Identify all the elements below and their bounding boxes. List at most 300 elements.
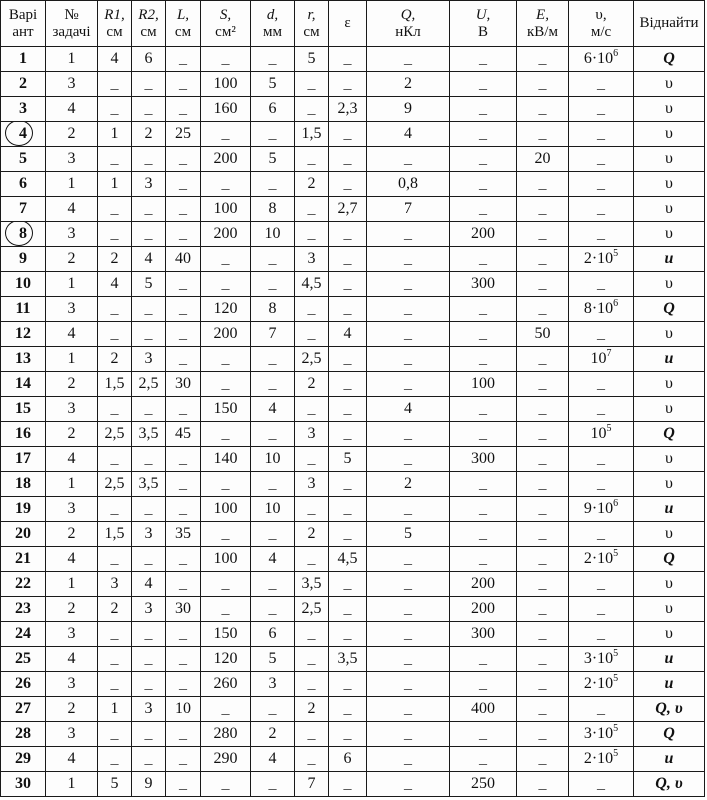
cell-velocity: _ [569, 197, 634, 222]
cell-s: 150 [201, 397, 251, 422]
cell-r1: _ [98, 447, 132, 472]
cell-u: _ [450, 472, 517, 497]
cell-epsilon: _ [329, 722, 367, 747]
header-u-label: U, [475, 6, 491, 23]
cell-d: _ [251, 422, 295, 447]
cell-l: 25 [166, 122, 201, 147]
cell-variant: 11 [1, 297, 46, 322]
cell-velocity: $3\cdot 10^5$ [569, 722, 634, 747]
header-r [295, 1, 329, 47]
cell-s: 200 [201, 322, 251, 347]
cell-s: 260 [201, 672, 251, 697]
cell-variant: 6 [1, 172, 46, 197]
table-body [1, 47, 705, 797]
cell-r1: _ [98, 222, 132, 247]
cell-variant: 3 [1, 97, 46, 122]
cell-d: 3 [251, 672, 295, 697]
cell-s: _ [201, 172, 251, 197]
cell-r1: 2,5 [98, 422, 132, 447]
cell-r2: _ [132, 747, 166, 772]
header-r2 [132, 1, 166, 47]
header-r2-unit: см [140, 23, 157, 40]
cell-q: _ [367, 647, 450, 672]
cell-e: _ [517, 522, 569, 547]
cell-task-number: 3 [46, 222, 98, 247]
table-row [1, 172, 705, 197]
cell-r2: 3,5 [132, 472, 166, 497]
table-row [1, 472, 705, 497]
cell-epsilon: _ [329, 672, 367, 697]
cell-l: _ [166, 222, 201, 247]
cell-epsilon: _ [329, 572, 367, 597]
header-r1 [98, 1, 132, 47]
cell-q: _ [367, 697, 450, 722]
cell-e: _ [517, 122, 569, 147]
cell-epsilon: _ [329, 622, 367, 647]
cell-r2: _ [132, 222, 166, 247]
exponent: 5 [613, 547, 619, 559]
cell-velocity: _ [569, 472, 634, 497]
cell-e: _ [517, 72, 569, 97]
cell-l: _ [166, 172, 201, 197]
cell-q: _ [367, 497, 450, 522]
cell-task-number: 4 [46, 647, 98, 672]
cell-r2: 4 [132, 247, 166, 272]
cell-u: _ [450, 322, 517, 347]
cell-d: 5 [251, 647, 295, 672]
cell-r: 2 [295, 522, 329, 547]
cell-q: _ [367, 247, 450, 272]
cell-l: 40 [166, 247, 201, 272]
cell-e: _ [517, 247, 569, 272]
header-variant [1, 1, 46, 47]
cell-task-number: 4 [46, 547, 98, 572]
cell-s: 100 [201, 547, 251, 572]
header-r1-unit: см [106, 23, 123, 40]
cell-l: 30 [166, 597, 201, 622]
cell-epsilon: 2,7 [329, 197, 367, 222]
cell-r2: _ [132, 547, 166, 572]
cell-find: Q [634, 47, 705, 72]
cell-r: 2,5 [295, 347, 329, 372]
table-row [1, 547, 705, 572]
cell-q: _ [367, 547, 450, 572]
table-row [1, 97, 705, 122]
cell-velocity: _ [569, 622, 634, 647]
cell-r2: _ [132, 197, 166, 222]
cell-velocity: $10^5$ [569, 422, 634, 447]
table-row [1, 47, 705, 72]
cell-d: _ [251, 572, 295, 597]
cell-e: _ [517, 747, 569, 772]
cell-epsilon: _ [329, 597, 367, 622]
cell-r: _ [295, 297, 329, 322]
cell-velocity: _ [569, 147, 634, 172]
cell-l: _ [166, 322, 201, 347]
cell-find: υ [634, 72, 705, 97]
cell-find: u [634, 347, 705, 372]
cell-task-number: 3 [46, 622, 98, 647]
cell-r2: _ [132, 297, 166, 322]
cell-r: 4,5 [295, 272, 329, 297]
exponent: 6 [613, 497, 619, 509]
cell-l: _ [166, 72, 201, 97]
cell-find: u [634, 672, 705, 697]
cell-r: 1,5 [295, 122, 329, 147]
cell-r1: _ [98, 197, 132, 222]
cell-q: _ [367, 672, 450, 697]
cell-variant: 1 [1, 47, 46, 72]
cell-l: 45 [166, 422, 201, 447]
cell-d: 2 [251, 722, 295, 747]
cell-variant: 13 [1, 347, 46, 372]
header-r1-label: R1, [104, 6, 125, 23]
cell-s: _ [201, 347, 251, 372]
cell-r1: 4 [98, 47, 132, 72]
cell-r2: 3 [132, 522, 166, 547]
table-row [1, 747, 705, 772]
cell-e: _ [517, 272, 569, 297]
cell-r: _ [295, 497, 329, 522]
cell-r: _ [295, 97, 329, 122]
cell-velocity: $3\cdot 10^5$ [569, 647, 634, 672]
cell-find: u [634, 497, 705, 522]
cell-e: _ [517, 547, 569, 572]
cell-variant: 26 [1, 672, 46, 697]
cell-e: 50 [517, 322, 569, 347]
cell-l: _ [166, 347, 201, 372]
cell-l: _ [166, 272, 201, 297]
cell-variant: 7 [1, 197, 46, 222]
cell-find: υ [634, 522, 705, 547]
cell-r1: 2 [98, 247, 132, 272]
cell-variant: 10 [1, 272, 46, 297]
cell-d: 4 [251, 547, 295, 572]
cell-q: 4 [367, 122, 450, 147]
cell-q: _ [367, 372, 450, 397]
cell-epsilon: 6 [329, 747, 367, 772]
exponent: 7 [606, 347, 612, 359]
cell-epsilon: _ [329, 372, 367, 397]
cell-e: _ [517, 172, 569, 197]
cell-r2: 3 [132, 347, 166, 372]
header-epsilon-label: ε [344, 15, 351, 31]
cell-task-number: 2 [46, 122, 98, 147]
header-e-unit: кВ/м [527, 23, 558, 40]
cell-r: 2 [295, 697, 329, 722]
cell-l: _ [166, 722, 201, 747]
header-e [517, 1, 569, 47]
cell-find: u [634, 247, 705, 272]
cell-r: _ [295, 197, 329, 222]
cell-r: 2 [295, 172, 329, 197]
exponent: 5 [613, 722, 619, 734]
cell-u: _ [450, 122, 517, 147]
table-row [1, 422, 705, 447]
cell-l: _ [166, 747, 201, 772]
cell-l: 35 [166, 522, 201, 547]
cell-task-number: 2 [46, 372, 98, 397]
cell-r2: 9 [132, 772, 166, 797]
cell-r1: _ [98, 322, 132, 347]
cell-velocity: $2\cdot 10^5$ [569, 747, 634, 772]
cell-variant: 18 [1, 472, 46, 497]
table-row [1, 247, 705, 272]
header-s [201, 1, 251, 47]
cell-epsilon: _ [329, 472, 367, 497]
cell-epsilon: _ [329, 247, 367, 272]
cell-task-number: 4 [46, 747, 98, 772]
header-r2-label: R2, [138, 6, 159, 23]
cell-q: 2 [367, 72, 450, 97]
cell-task-number: 4 [46, 97, 98, 122]
cell-find: υ [634, 447, 705, 472]
cell-l: _ [166, 197, 201, 222]
cell-velocity: $10^7$ [569, 347, 634, 372]
cell-r: _ [295, 447, 329, 472]
cell-find: υ [634, 322, 705, 347]
cell-s: 200 [201, 147, 251, 172]
cell-find: υ [634, 122, 705, 147]
cell-task-number: 1 [46, 572, 98, 597]
cell-variant: 30 [1, 772, 46, 797]
cell-r2: _ [132, 72, 166, 97]
cell-r: 2 [295, 372, 329, 397]
cell-velocity: _ [569, 72, 634, 97]
cell-r: _ [295, 747, 329, 772]
exponent: 6 [613, 297, 619, 309]
table-header [1, 1, 705, 47]
cell-epsilon: _ [329, 397, 367, 422]
cell-e: _ [517, 197, 569, 222]
cell-r1: _ [98, 297, 132, 322]
cell-r1: 1,5 [98, 522, 132, 547]
cell-l: _ [166, 472, 201, 497]
cell-variant: 22 [1, 572, 46, 597]
cell-r: _ [295, 222, 329, 247]
cell-u: _ [450, 247, 517, 272]
cell-r2: 6 [132, 47, 166, 72]
cell-variant: 20 [1, 522, 46, 547]
cell-q: _ [367, 272, 450, 297]
cell-s: 160 [201, 97, 251, 122]
cell-s: 100 [201, 197, 251, 222]
cell-find: Q [634, 422, 705, 447]
cell-l: _ [166, 772, 201, 797]
table-row [1, 772, 705, 797]
header-task-number-label: № [64, 6, 79, 23]
cell-e: 20 [517, 147, 569, 172]
cell-d: _ [251, 522, 295, 547]
cell-s: 120 [201, 297, 251, 322]
cell-q: _ [367, 47, 450, 72]
cell-epsilon: _ [329, 297, 367, 322]
cell-s: _ [201, 47, 251, 72]
header-s-unit: см² [215, 23, 236, 40]
exponent: 5 [613, 672, 619, 684]
cell-r: 7 [295, 772, 329, 797]
cell-q: _ [367, 722, 450, 747]
cell-r: _ [295, 722, 329, 747]
cell-r2: _ [132, 722, 166, 747]
cell-u: _ [450, 147, 517, 172]
cell-e: _ [517, 772, 569, 797]
exponent: 5 [613, 747, 619, 759]
cell-task-number: 1 [46, 472, 98, 497]
cell-u: _ [450, 647, 517, 672]
cell-velocity: _ [569, 272, 634, 297]
cell-u: _ [450, 172, 517, 197]
header-q-label: Q, [400, 6, 416, 23]
cell-r: _ [295, 547, 329, 572]
table-row [1, 672, 705, 697]
table-row [1, 297, 705, 322]
cell-u: 400 [450, 697, 517, 722]
cell-task-number: 3 [46, 722, 98, 747]
cell-e: _ [517, 597, 569, 622]
cell-find: υ [634, 147, 705, 172]
cell-l: _ [166, 147, 201, 172]
table-row [1, 397, 705, 422]
table-row [1, 122, 705, 147]
header-e-label: E, [536, 6, 549, 23]
cell-r: 3 [295, 422, 329, 447]
cell-find: υ [634, 597, 705, 622]
cell-r2: 3 [132, 597, 166, 622]
cell-epsilon: 5 [329, 447, 367, 472]
header-d-unit: мм [263, 23, 282, 40]
exponent: 6 [613, 47, 619, 59]
table-row [1, 222, 705, 247]
cell-l: _ [166, 572, 201, 597]
cell-l: _ [166, 672, 201, 697]
cell-d: 8 [251, 197, 295, 222]
cell-variant: 9 [1, 247, 46, 272]
table-row [1, 347, 705, 372]
table-row [1, 72, 705, 97]
cell-find: υ [634, 197, 705, 222]
cell-d: _ [251, 122, 295, 147]
cell-s: _ [201, 697, 251, 722]
cell-l: _ [166, 622, 201, 647]
cell-u: 200 [450, 572, 517, 597]
table-row [1, 497, 705, 522]
cell-u: _ [450, 422, 517, 447]
cell-variant: 14 [1, 372, 46, 397]
cell-r1: 2 [98, 597, 132, 622]
cell-e: _ [517, 672, 569, 697]
cell-d: _ [251, 472, 295, 497]
cell-e: _ [517, 47, 569, 72]
cell-u: _ [450, 522, 517, 547]
cell-r1: _ [98, 97, 132, 122]
table-row [1, 197, 705, 222]
cell-velocity: $8\cdot 10^6$ [569, 297, 634, 322]
cell-d: _ [251, 772, 295, 797]
cell-u: _ [450, 97, 517, 122]
cell-q: 7 [367, 197, 450, 222]
cell-find: υ [634, 622, 705, 647]
cell-task-number: 4 [46, 197, 98, 222]
cell-e: _ [517, 472, 569, 497]
cell-r1: 1 [98, 172, 132, 197]
cell-r1: 4 [98, 272, 132, 297]
cell-s: 280 [201, 722, 251, 747]
cell-velocity: _ [569, 372, 634, 397]
cell-find: υ [634, 372, 705, 397]
cell-q: 5 [367, 522, 450, 547]
cell-epsilon: 3,5 [329, 647, 367, 672]
cell-r: 3,5 [295, 572, 329, 597]
cell-l: _ [166, 297, 201, 322]
cell-d: _ [251, 247, 295, 272]
cell-task-number: 2 [46, 597, 98, 622]
cell-e: _ [517, 697, 569, 722]
cell-q: _ [367, 222, 450, 247]
cell-r1: _ [98, 622, 132, 647]
cell-s: _ [201, 522, 251, 547]
cell-u: _ [450, 347, 517, 372]
cell-q: 0,8 [367, 172, 450, 197]
cell-s: _ [201, 272, 251, 297]
cell-r1: 2,5 [98, 472, 132, 497]
cell-variant: 16 [1, 422, 46, 447]
cell-task-number: 2 [46, 522, 98, 547]
header-s-label: S, [219, 6, 232, 23]
table-row [1, 322, 705, 347]
cell-find: υ [634, 272, 705, 297]
cell-d: 7 [251, 322, 295, 347]
cell-q: _ [367, 147, 450, 172]
cell-e: _ [517, 722, 569, 747]
cell-r: _ [295, 647, 329, 672]
cell-find: υ [634, 472, 705, 497]
cell-velocity: _ [569, 597, 634, 622]
header-l-unit: см [174, 23, 192, 40]
cell-velocity: $2\cdot 10^5$ [569, 247, 634, 272]
cell-r2: _ [132, 647, 166, 672]
cell-variant: 28 [1, 722, 46, 747]
cell-velocity: $6\cdot 10^6$ [569, 47, 634, 72]
cell-velocity: _ [569, 397, 634, 422]
cell-task-number: 3 [46, 672, 98, 697]
table-row [1, 447, 705, 472]
cell-s: _ [201, 372, 251, 397]
cell-e: _ [517, 422, 569, 447]
cell-u: _ [450, 297, 517, 322]
cell-d: _ [251, 597, 295, 622]
header-task-number-unit: задачі [52, 23, 91, 40]
cell-r2: 5 [132, 272, 166, 297]
cell-r2: _ [132, 397, 166, 422]
cell-r1: 3 [98, 572, 132, 597]
header-q-unit: нКл [395, 23, 421, 40]
cell-find: Q, υ [634, 772, 705, 797]
cell-e: _ [517, 347, 569, 372]
cell-epsilon: _ [329, 347, 367, 372]
header-u [450, 1, 517, 47]
cell-velocity: _ [569, 447, 634, 472]
cell-e: _ [517, 372, 569, 397]
cell-s: _ [201, 247, 251, 272]
cell-e: _ [517, 572, 569, 597]
exponent: 5 [606, 422, 612, 434]
cell-u: _ [450, 397, 517, 422]
cell-l: _ [166, 547, 201, 572]
cell-find: υ [634, 397, 705, 422]
cell-find: Q, υ [634, 697, 705, 722]
cell-q: _ [367, 297, 450, 322]
